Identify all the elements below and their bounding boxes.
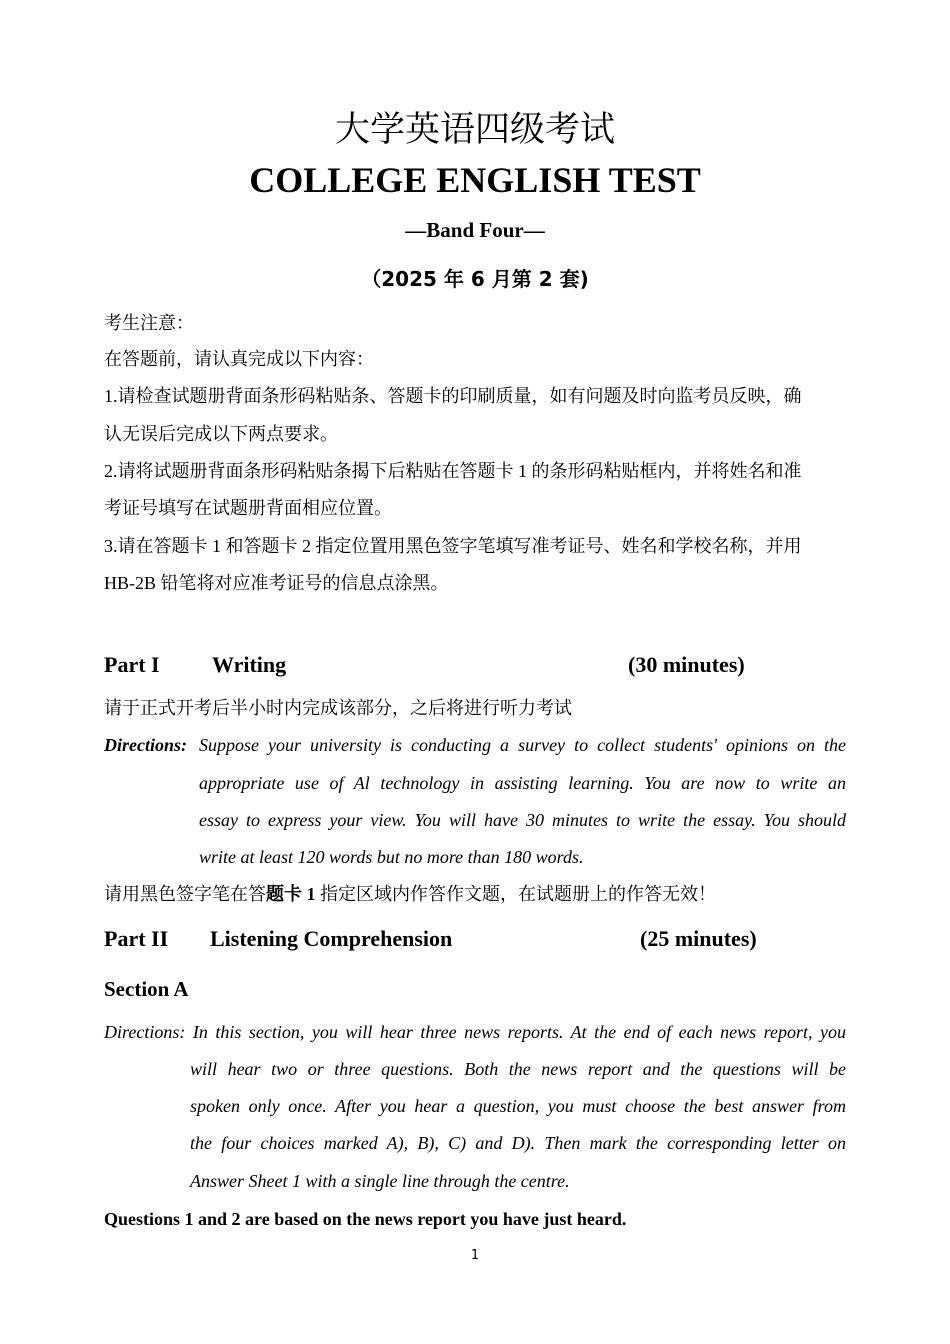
notice-item-1-line-1: 1.请检查试题册背面条形码粘贴条、答题卡的印刷质量，如有问题及时向监考员反映，确 (104, 386, 802, 406)
part1-name: Writing (212, 652, 287, 677)
band-subtitle: —Band Four— (405, 218, 545, 242)
exam-set: （2025 年 6 月第 2 套) (361, 267, 589, 291)
notice-item-3-line-2: HB-2B 铅笔将对应准考证号的信息点涂黑。 (104, 573, 449, 593)
part1-directions-line-2: appropriate use of Al technology in assisting learning. You are now to write an (199, 773, 846, 793)
notice-item-1-line-2: 认无误后完成以下两点要求。 (104, 424, 338, 444)
page-number: 1 (470, 1248, 480, 1263)
part2-name: Listening Comprehension (210, 926, 453, 951)
part2-label: Part II (104, 926, 169, 951)
answer-note-pre: 请用黑色签字笔在答 (104, 884, 266, 904)
part1-directions-line-1: Suppose your university is conducting a survey to collect students' opinions on the (199, 735, 846, 755)
title-chinese: 大学英语四级考试 (334, 110, 615, 149)
part1-directions-line-3: essay to express your view. You will have 30 minutes to write the essay. You should (199, 810, 846, 830)
part1-directions-line-4: write at least 120 words but no more than 180 words. (199, 847, 584, 867)
part2-directions-line-5: Answer Sheet 1 with a single line through the centre. (190, 1171, 570, 1191)
part1-note: 请于正式开考后半小时内完成该部分，之后将进行听力考试 (104, 698, 572, 718)
notice-heading: 考生注意： (104, 313, 194, 333)
section-a-heading: Section A (104, 977, 189, 1001)
notice-item-2-line-2: 考证号填写在试题册背面相应位置。 (104, 498, 392, 518)
part1-time: (30 minutes) (628, 652, 745, 677)
questions-heading: Questions 1 and 2 are based on the news report you have just heard. (104, 1209, 627, 1229)
answer-note-post: 指定区域内作答作文题，在试题册上的作答无效！ (315, 884, 716, 904)
notice-item-2-line-1: 2.请将试题册背面条形码粘贴条揭下后粘贴在答题卡 1 的条形码粘贴框内，并将姓名和准 (104, 461, 802, 481)
part2-directions-line-2: will hear two or three questions. Both the news report and the questions will be (190, 1059, 846, 1079)
answer-note-bold: 题卡 1 (266, 884, 316, 904)
part1-answer-note (104, 882, 716, 906)
part2-time: (25 minutes) (640, 926, 757, 951)
notice-item-3-line-1: 3.请在答题卡 1 和答题卡 2 指定位置用黑色签字笔填写准考证号、姓名和学校名称，并用 (104, 536, 802, 556)
part2-directions-line-4: the four choices marked A), B), C) and D). Then mark the corresponding letter on (190, 1133, 846, 1153)
notice-intro: 在答题前，请认真完成以下内容： (104, 349, 374, 369)
part1-directions-label: Directions: (104, 735, 187, 755)
part2-directions-line-3: spoken only once. After you hear a question, you must choose the best answer from (190, 1096, 846, 1116)
part2-directions-line-1: Directions: In this section, you will hear three news reports. At the end of each news report, you (104, 1022, 846, 1042)
part1-label: Part I (104, 652, 160, 677)
title-english: COLLEGE ENGLISH TEST (249, 160, 701, 200)
